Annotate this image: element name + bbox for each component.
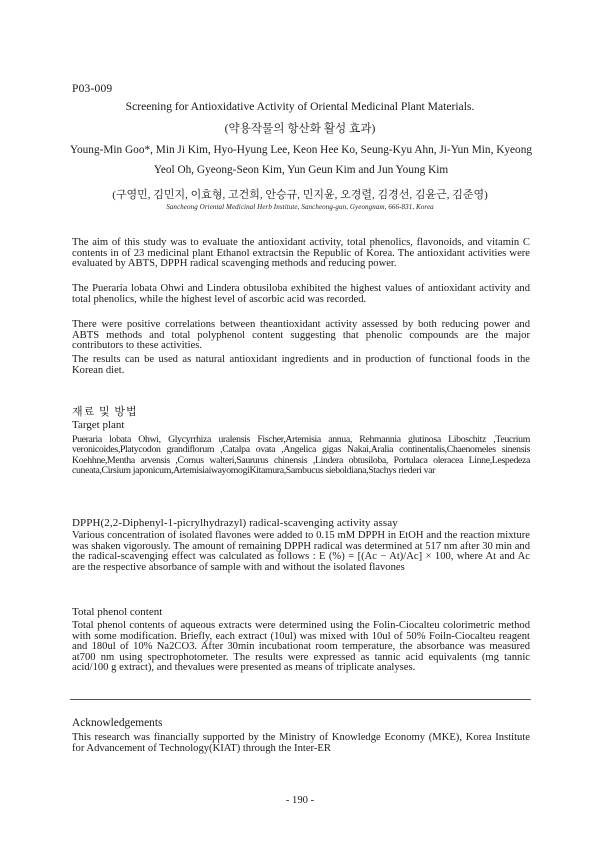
acknowledgements-text: This research was financially supported by the Ministry of Knowledge Economy (MKE), Korea Institute for Advancement of Technology(KIAT) through the Inter-ER [72, 732, 530, 754]
target-plant-heading: Target plant [72, 419, 125, 431]
paper-title: Screening for Antioxidative Activity of Oriental Medicinal Plant Materials. [125, 100, 475, 113]
author-list-korean: (구영민, 김민지, 이효형, 고건희, 안승규, 민지윤, 오경렬, 김경선, 김윤근, 김준영) [112, 189, 488, 201]
section-divider [70, 699, 531, 700]
methods-heading: 재료 및 방법 [72, 406, 138, 418]
abstract-paragraph: There were positive correlations between theantioxidant activity assessed by both reducing power and ABTS methods and total polyphenol content suggesting that phenolic compounds are the major contributors to these activities. [72, 319, 530, 352]
dpph-heading: DPPH(2,2-Diphenyl-1-picrylhydrazyl) radical-scavenging activity assay [72, 517, 398, 529]
abstract-paragraph: The results can be used as natural antioxidant ingredients and in production of functional foods in the Korean diet. [72, 354, 530, 376]
affiliation: Sancheong Oriental Medicinal Herb Institute, Sancheong-gun, Gyeongnam, 666-831, Korea [166, 203, 434, 211]
abstract-paragraph: The aim of this study was to evaluate the antioxidant activity, total phenolics, flavonoids, and vitamin C contents in of 23 medicinal plant Ethanol extractsin the Republic of Korea. The antioxidant activities were evaluated by ABTS, DPPH radical scavenging methods and reducing power. [72, 237, 530, 270]
author-list: Young-Min Goo*, Min Ji Kim, Hyo-Hyung Lee, Keon Hee Ko, Seung-Kyu Ahn, Ji-Yun Min, Kyeong Yeol Oh, Gyeong-Seon Kim, Yun Geun Kim and Jun Young Kim [69, 144, 532, 176]
abstract-code: P03-009 [72, 83, 113, 95]
page-number: - 190 - [285, 795, 315, 806]
acknowledgements-heading: Acknowledgements [72, 717, 163, 729]
paper-title-korean: (약용작물의 항산화 활성 효과) [224, 122, 376, 135]
dpph-method-text: Various concentration of isolated flavones were added to 0.15 mM DPPH in EtOH and the reaction mixture was shaken vigorously. The amount of remaining DPPH radical was determined at 517 nm after 30 min and the radical-scavenging effect was calculated as follows : E (%) = [(Ac − At)/Ac] × 100, where At and Ac are the respective absorbance of sample with and without the isolated flavones [72, 530, 530, 573]
phenol-heading: Total phenol content [72, 606, 163, 618]
abstract-paragraph: The Pueraria lobata Ohwi and Lindera obtusiloba exhibited the highest values of antioxidant activity and total phenolics, while the highest level of ascorbic acid was recorded. [72, 283, 530, 305]
phenol-method-text: Total phenol contents of aqueous extracts were determined using the Folin-Ciocalteu colorimetric method with some modification. Briefly, each extract (10ul) was mixed with 10ul of 50% Foiln-Ciocalteu reagent and 180ul of 10% Na2CO3. After 30min incubationat room temperature, the absorbance was measured at700 nm using spectrophotometer. The results were expressed as tannic acid equivalents (mg tannic acid/100 g extract), and thevalues were presented as means of triplicate analyses. [72, 620, 530, 674]
target-plant-list: Pueraria lobata Ohwi, Glycyrrhiza uralensis Fischer,Artemisia annua, Rehmannia glutinosa Liboschitz ,Teucrium veronicoides,Platycodon grandiflorum ,Catalpa ovata ,Angelica gigas Nakai,Aralia continentalis,Chaenomeles sinensis Koehhne,Mentha arvensis ,Cornus walteri,Saururus chinensis ,Lindera obtusiloba, Portulaca oleracea Linne,Lespedeza cuneata,Cirsium japonicum,ArtemisiaiwayomogiKitamura,Sambucus sieboldiana,Stachys riederi var [72, 434, 530, 477]
